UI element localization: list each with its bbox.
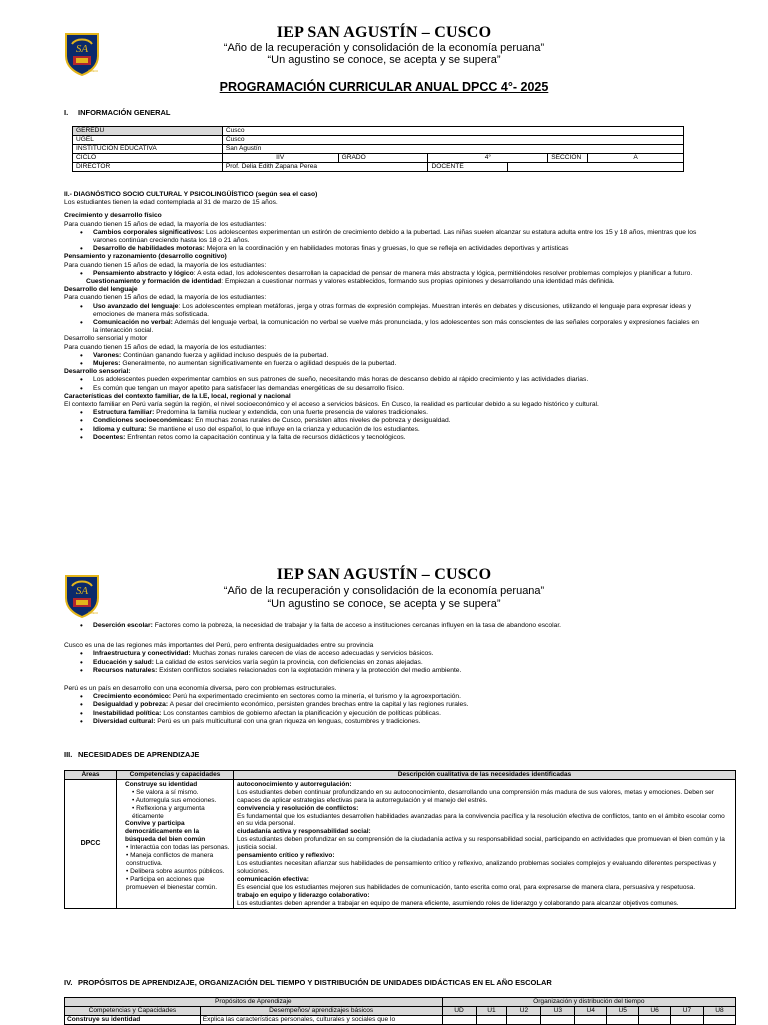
school-header [0, 560, 768, 624]
school-motto: “Un agustino se conoce, se acepta y se supera” [267, 598, 501, 610]
school-name: IEP SAN AGUSTÍN – CUSCO [276, 24, 492, 41]
document-title: PROGRAMACIÓN CURRICULAR ANUAL DPCC 4°- 2025 [219, 80, 549, 94]
info-row-director: DIRECTOR Prof. Delia Edith Zapana Perea DOCENTE [73, 163, 684, 172]
school-name: IEP SAN AGUSTÍN – CUSCO [276, 566, 492, 583]
list-item: • Cambios corporales significativos: Los adolescentes experimentan un estirón de crecimiento debido a la pubertad. Las niñas suelen alcanzar su estatura adulta entre los 15 y 18 años, mientras que los varones continúan creciendo hasta los 18 o 21 años. [86, 229, 704, 245]
list-item: • Infraestructura y conectividad: Muchas zonas rurales carecen de vías de acceso adecuadas y servicios básicos. [86, 650, 704, 658]
identity-note: Cuestionamiento y formación de identidad: Empiezan a cuestionar normas y valores establecidos, formando sus propias opiniones y desarrollando una identidad más definida. [86, 278, 615, 286]
section-heading-learning-needs: III. NECESIDADES DE APRENDIZAJE [64, 750, 200, 759]
svg-text:SA: SA [75, 585, 89, 597]
list-item: • Crecimiento económico: Perú ha experimentado crecimiento en sectores como la minería, el turismo y la agroexportación. [86, 693, 704, 701]
list-item: • Pensamiento abstracto y lógico: A esta edad, los adolescentes desarrollan la capacidad de pensar de manera más abstracta y lógica, permitiéndoles resolver problemas complejos y planificar a futuro. [86, 270, 704, 278]
list-item: • Es común que tengan un mayor apetito para satisfacer las demandas energéticas de su desarrollo físico. [86, 385, 704, 393]
list-item: • Desigualdad y pobreza: A pesar del crecimiento económico, persisten grandes brechas entre la capital y las regiones rurales. [86, 701, 704, 709]
page-two [0, 560, 768, 1024]
info-row-geredu: GEREDU Cusco [73, 127, 684, 136]
school-motto: “Un agustino se conoce, se acepta y se supera” [267, 54, 501, 66]
svg-text:SA: SA [75, 43, 89, 55]
list-item: • Inestabilidad política: Los constantes cambios de gobierno afectan la planificación y ejecución de políticas públicas. [86, 710, 704, 718]
list-item: • Deserción escolar: Factores como la pobreza, la necesidad de trabajar y la falta de acceso a instituciones cercanas influyen en la tasa de abandono escolar. [86, 622, 704, 630]
list-item: • Mujeres: Generalmente, no aumentan significativamente en fuerza o agilidad después de la pubertad. [86, 360, 704, 368]
list-item: • Uso avanzado del lenguaje: Los adolescentes emplean metáforas, jerga y otras formas de expresión complejas. Muestran interés en debates y discusiones, utilizando el lenguaje para expresar ideas y emociones de manera más sofisticada. [86, 303, 704, 319]
peru-list [64, 693, 704, 726]
list-item: • Educación y salud: La calidad de estos servicios varía según la provincia, con deficiencias en zonas alejadas. [86, 659, 704, 667]
learning-needs-table: Áreas Competencias y capacidades Descripción cualitativa de las necesidades identificadas DPCC Construye su identidad • Se valora a sí mismo. • Autorregula sus emociones. • Reflexiona y argumenta éticamente Convive y participa democráticamente en la búsqueda del bien común • Interactúa con todas las personas. • Maneja conflictos de manera constructiva. • Delibera sobre asuntos públicos. • Participa en acciones que promueven el bienestar común. autoconocimiento y autorregulación: Los estudiantes deben continuar profundizando en su autoconocimiento, desarrollando una comprensión más madura de sus valores, metas y emociones. Deben ser capaces de aplicar estrategias efectivas para la autorregulación y el manejo del estrés. convivencia y resolución de conflictos: Es fundamental que los estudiantes desarrollen habilidades avanzadas para la convivencia pacífica y la resolución efectiva de conflictos, tanto en el ámbito escolar como en su vida personal. ciudadanía activa y responsabilidad social: Los estudiantes deben profundizar en su comprensión de la ciudadanía activa y su responsabilidad social, participando en actividades que promuevan el bien común y la justicia social. pensamiento crítico y reflexivo: Los estudiantes necesitan afianzar sus habilidades de pensamiento crítico y reflexivo, analizando problemas sociales complejos y evaluando diferentes perspectivas y soluciones. comunicación efectiva: Es esencial que los estudiantes mejoren sus habilidades de comunicación, tanto escrita como oral, para expresarse de manera clara, persuasiva y respetuosa. trabajo en equipo y liderazgo colaborativo: Los estudiantes deben aprender a trabajar en equipo de manera eficiente, asumiendo roles de liderazgo y colaborando para alcanzar objetivos comunes. [64, 770, 736, 909]
sensory-development-list [64, 376, 704, 392]
table-row: Construye su identidad Explica las características personales, culturales y sociales que lo [65, 1016, 736, 1025]
area-cell: DPCC [65, 779, 117, 909]
year-motto: “Año de la recuperación y consolidación de la economía peruana” [223, 42, 545, 54]
cognitive-development-list [64, 270, 704, 278]
table-row [65, 779, 736, 909]
language-development-list [64, 303, 704, 336]
list-item: • Varones: Continúan ganando fuerza y agilidad incluso después de la pubertad. [86, 352, 704, 360]
year-motto: “Año de la recuperación y consolidación de la economía peruana” [223, 585, 545, 597]
needs-description-cell: autoconocimiento y autorregulación: Los estudiantes deben continuar profundizando en su autoconocimiento, desarrollando una comprensión más madura de sus valores, metas y emociones. Deben ser capaces de aplicar estrategias efectivas para la autorregulación y el manejo del estrés. convivencia y resolución de conflictos: Es fundamental que los estudiantes desarrollen habilidades avanzadas para la convivencia pacífica y la resolución efectiva de conflictos, tanto en el ámbito escolar como en su vida personal. ciudadanía activa y responsabilidad social: Los estudiantes deben profundizar en su comprensión de la ciudadanía activa y su responsabilidad social, participando en actividades que promuevan el bien común y la justicia social. pensamiento crítico y reflexivo: Los estudiantes necesitan afianzar sus habilidades de pensamiento crítico y reflexivo, analizando problemas sociales complejos y evaluando diferentes perspectivas y soluciones. comunicación efectiva: Es esencial que los estudiantes mejoren sus habilidades de comunicación, tanto escrita como oral, para expresarse de manera clara, persuasiva y respetuosa. trabajo en equipo y liderazgo colaborativo: Los estudiantes deben aprender a trabajar en equipo de manera eficiente, asumiendo roles de liderazgo y colaborando para alcanzar objetivos comunes. [234, 779, 736, 909]
list-item: • Desarrollo de habilidades motoras: Mejora en la coordinación y en habilidades motoras finas y gruesas, lo que se refleja en actividades deportivas y artísticas [86, 245, 704, 253]
general-info-table [72, 126, 684, 172]
list-item: • Estructura familiar: Predomina la familia nuclear y extendida, con una fuerte presencia de valores tradicionales. [86, 409, 704, 417]
school-header [0, 0, 768, 73]
section-heading-diagnostic: II.- DIAGNÓSTICO SOCIO CULTURAL Y PSICOLINGÜÍSTICO (según sea el caso) [64, 191, 318, 198]
info-row-ciclo: CICLO IIV GRADO 4° SECCIÓN A [73, 154, 684, 163]
context-list [64, 409, 704, 442]
diagnostic-section: II.- DIAGNÓSTICO SOCIO CULTURAL Y PSICOLINGÜÍSTICO (según sea el caso) Los estudiantes tienen la edad contemplada al 31 de marzo de 15 años. Crecimiento y desarrollo físico Para cuando tienen 15 años de edad, la mayoría de los estudiantes: • Cambios corporales significativos: Los adolescentes experimentan un estirón de crecimiento debido a la pubertad. Las niñas suelen alcanzar su estatura adulta entre los 15 y 18 años, mientras que los varones continúan creciendo hasta los 18 o 21 años. • Desarrollo de habilidades motoras: Mejora en la coordinación y en habilidades motoras finas y gruesas, lo que se refleja en actividades deportivas y artísticas Pensamiento y razonamiento (desarrollo cognitivo) Para cuando tienen 15 años de edad, la mayoría de los estudiantes: • Pensamiento abstracto y lógico: A esta edad, los adolescentes desarrollan la capacidad de pensar de manera más abstracta y lógica, permitiéndoles resolver problemas complejos y planificar a futuro. Cuestionamiento y formación de identidad: Empiezan a cuestionar normas y valores establecidos, formando sus propias opiniones y desarrollando una identidad más definida. Desarrollo del lenguaje Para cuando tienen 15 años de edad, la mayoría de los estudiantes: • Uso avanzado del lenguaje: Los adolescentes emplean metáforas, jerga y otras formas de expresión complejas. Muestran interés en debates y discusiones, utilizando el lenguaje para expresar ideas y emociones de manera más sofisticada. • Comunicación no verbal: Además del lenguaje verbal, la comunicación no verbal se vuelve más pronunciada, y los adolescentes son más conscientes de las señales corporales y expresiones faciales en la interacción social. Desarrollo sensorial y motor Para cuando tienen 15 años de edad, la mayoría de los estudiantes: • Varones: Continúan ganando fuerza y agilidad incluso después de la pubertad. • Mujeres: Generalmente, no aumentan significativamente en fuerza o agilidad después de la pubertad. Desarrollo sensorial: • Los adolescentes pueden experimentar cambios en sus patrones de sueño, necesitando más horas de descanso debido al rápido crecimiento y las actividades diarias. • Es común que tengan un mayor apetito para satisfacer las demandas energéticas de su desarrollo físico. Características del contexto familiar, de la I.E, local, regional y nacional El contexto familiar en Perú varía según la región, el nivel socioeconómico y el acceso a servicios básicos. En Cusco, la realidad es particular debido a su legado histórico y cultural. • Estructura familiar: Predomina la familia nuclear y extendida, con una fuerte presencia de valores tradicionales. • Condiciones socioeconómicas: En muchas zonas rurales de Cusco, persisten altos niveles de pobreza y desigualdad. • Idioma y cultura: Se mantiene el uso del español, lo que influye en la crianza y educación de los estudiantes. • Docentes: Enfrentan retos como la capacitación continua y la falta de recursos didácticos y tecnológicos. [64, 191, 704, 442]
section-heading-general-info: I. INFORMACIÓN GENERAL [64, 108, 171, 117]
diagnostic-continued: • Deserción escolar: Factores como la pobreza, la necesidad de trabajar y la falta de acceso a instituciones cercanas influyen en la tasa de abandono escolar. Cusco es una de las regiones más importantes del Perú, pero enfrenta desigualdades entre su provincia • Infraestructura y conectividad: Muchas zonas rurales carecen de vías de acceso adecuadas y servicios básicos. • Educación y salud: La calidad de estos servicios varía según la provincia, con deficiencias en zonas alejadas. • Recursos naturales: Existen conflictos sociales relacionados con la explotación minera y la protección del medio ambiente. Perú es un país en desarrollo con una economía diversa, pero con problemas estructurales. • Crecimiento económico: Perú ha experimentado crecimiento en sectores como la minería, el turismo y la agroexportación. • Desigualdad y pobreza: A pesar del crecimiento económico, persisten grandes brechas entre la capital y las regiones rurales. • Inestabilidad política: Los constantes cambios de gobierno afectan la planificación y ejecución de políticas públicas. • Diversidad cultural: Perú es un país multicultural con una gran riqueza en lenguas, costumbres y tradiciones. [64, 622, 704, 726]
list-item: • Los adolescentes pueden experimentar cambios en sus patrones de sueño, necesitando más horas de descanso debido al rápido crecimiento y las actividades diarias. [86, 376, 704, 384]
cusco-list [64, 650, 704, 675]
info-row-ugel: UGEL Cusco [73, 136, 684, 145]
list-item: • Recursos naturales: Existen conflictos sociales relacionados con la explotación minera y la protección del medio ambiente. [86, 667, 704, 675]
info-row-institucion: INSTITUCIÓN EDUCATIVA San Agustín [73, 145, 684, 154]
list-item: • Comunicación no verbal: Además del lenguaje verbal, la comunicación no verbal se vuelve más pronunciada, y los adolescentes son más conscientes de las señales corporales y expresiones faciales en la interacción social. [86, 319, 704, 335]
list-item: • Diversidad cultural: Perú es un país multicultural con una gran riqueza en lenguas, costumbres y tradiciones. [86, 718, 704, 726]
list-item: • Idioma y cultura: Se mantiene el uso del español, lo que influye en la crianza y educación de los estudiantes. [86, 426, 704, 434]
physical-development-list [64, 229, 704, 254]
logo-wordmark: Cusco [88, 611, 98, 615]
section-heading-purposes: IV. PROPÓSITOS DE APRENDIZAJE, ORGANIZACIÓN DEL TIEMPO Y DISTRIBUCIÓN DE UNIDADES DIDÁCTICAS EN EL AÑO ESCOLAR [64, 978, 552, 987]
list-item: • Condiciones socioeconómicas: En muchas zonas rurales de Cusco, persisten altos niveles de pobreza y desigualdad. [86, 417, 704, 425]
list-item: • Docentes: Enfrentan retos como la capacitación continua y la falta de recursos didácticos y tecnológicos. [86, 434, 704, 442]
competencies-cell: Construye su identidad • Se valora a sí mismo. • Autorregula sus emociones. • Reflexiona y argumenta éticamente Convive y participa democráticamente en la búsqueda del bien común • Interactúa con todas las personas. • Maneja conflictos de manera constructiva. • Delibera sobre asuntos públicos. • Participa en acciones que promueven el bienestar común. [117, 779, 234, 909]
dropout-list [64, 622, 704, 630]
logo-wordmark: Cusco [88, 69, 98, 73]
purposes-organization-table: Propósitos de Aprendizaje Organización y distribución del tiempo Competencias y Capacidades Desempeños/ aprendizajes básicos UD U1 U2 U3 U4 U5 U6 U7 U8 Construye su identidad Explica las características personales, culturales y sociales que lo [64, 997, 736, 1025]
motor-development-list [64, 352, 704, 368]
